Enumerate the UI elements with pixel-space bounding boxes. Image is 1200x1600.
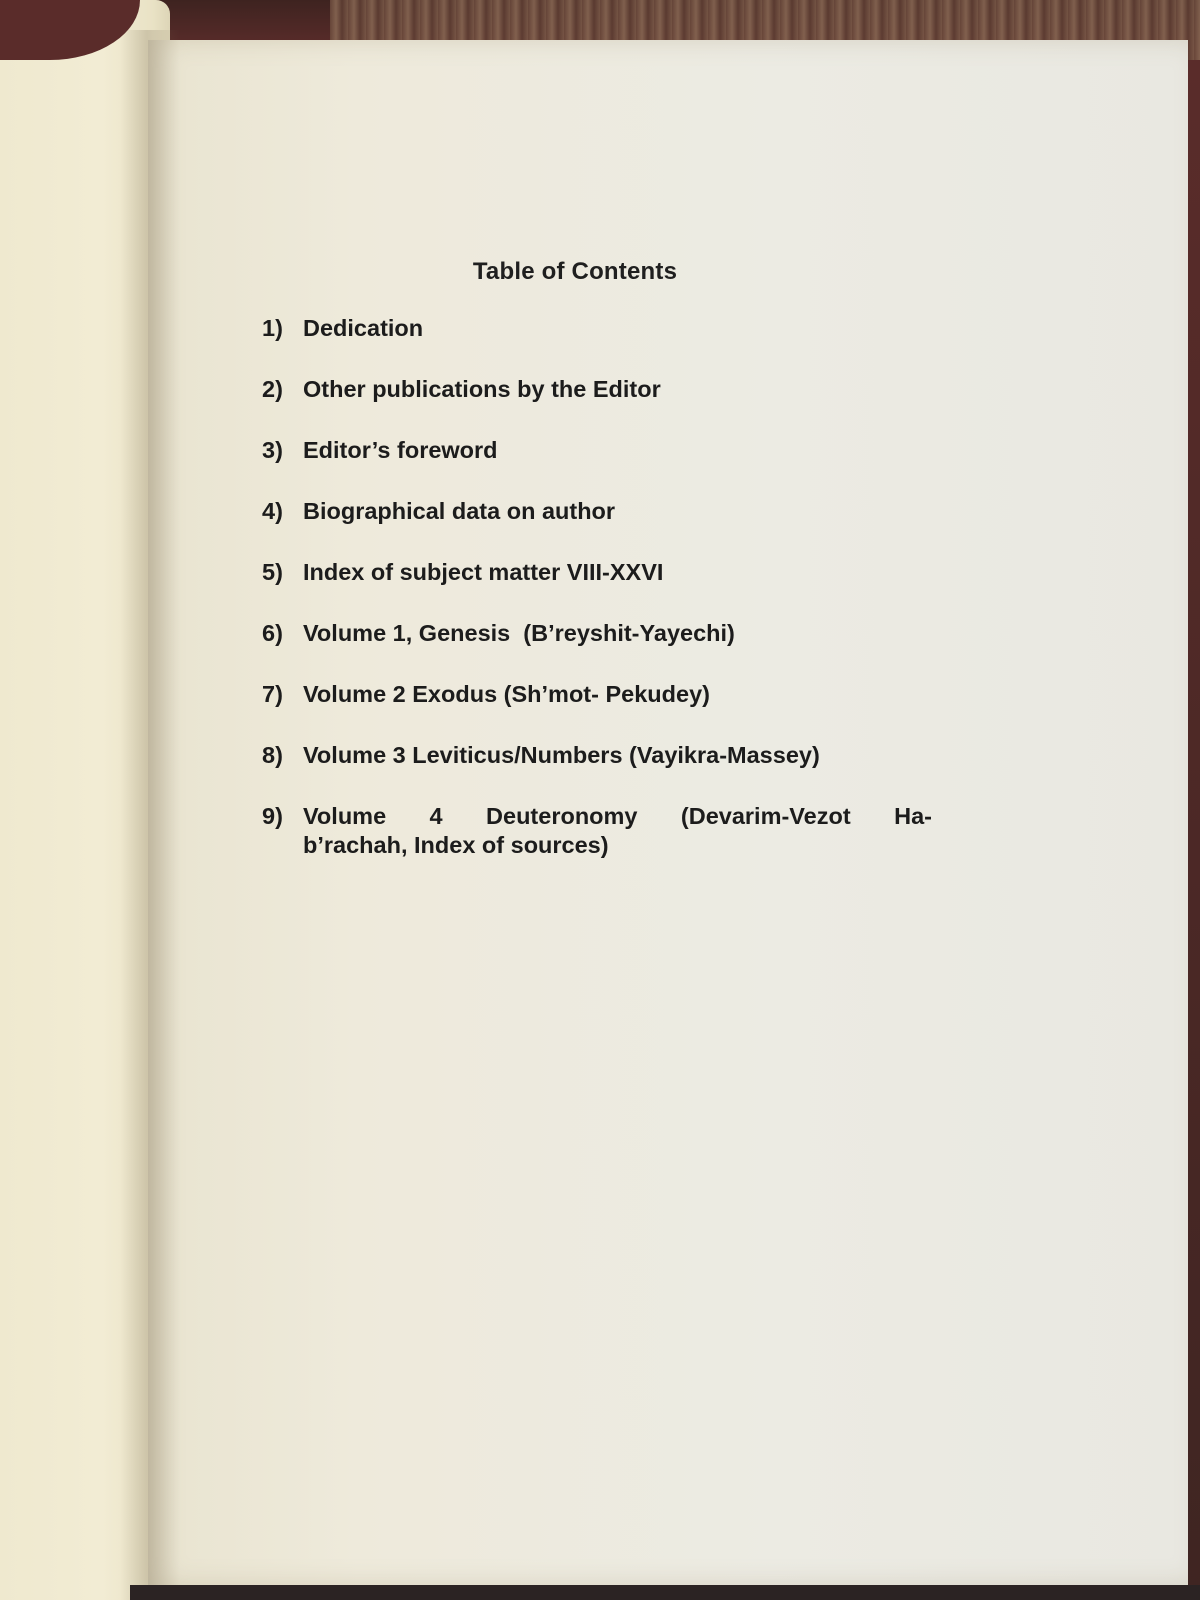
toc-item-number: 3) xyxy=(262,437,283,463)
toc-word: 4 xyxy=(429,803,443,829)
toc-word: Deuteronomy xyxy=(486,803,638,829)
toc-item-text: Index of subject matter VIII-XXVI xyxy=(303,559,664,585)
page-title: Table of Contents xyxy=(472,258,678,285)
toc-item-text: Editor’s foreword xyxy=(303,437,498,463)
toc-item-number: 6) xyxy=(262,620,283,646)
toc-word: Volume xyxy=(303,803,387,829)
toc-word: Ha- xyxy=(894,803,932,829)
toc-item-number: 9) xyxy=(262,803,283,829)
toc-item-1 xyxy=(262,314,932,343)
toc-item-text: Other publications by the Editor xyxy=(303,376,661,402)
toc-item-number: 5) xyxy=(262,559,283,585)
toc-item-3 xyxy=(262,436,932,465)
toc-item-number: 1) xyxy=(262,315,283,341)
toc-item-text: Dedication xyxy=(303,315,424,341)
toc-item-7 xyxy=(262,680,932,709)
toc-list xyxy=(262,314,932,892)
toc-item-2 xyxy=(262,375,932,404)
toc-word: (Devarim-Vezot xyxy=(680,803,851,829)
toc-item-9 xyxy=(262,802,932,860)
toc-item-line-2: b’rachah, Index of sources) xyxy=(303,832,609,858)
toc-item-4 xyxy=(262,497,932,526)
toc-item-number: 7) xyxy=(262,681,283,707)
toc-item-text: Volume 1, Genesis (B’reyshit-Yayechi) xyxy=(303,620,735,646)
toc-item-5 xyxy=(262,558,932,587)
toc-item-text: Volume 2 Exodus (Sh’mot- Pekudey) xyxy=(303,681,710,707)
toc-item-6 xyxy=(262,619,932,648)
toc-item-line-1 xyxy=(303,802,932,831)
toc-item-8 xyxy=(262,741,932,770)
toc-item-number: 2) xyxy=(262,376,283,402)
toc-item-text: Biographical data on author xyxy=(303,498,616,524)
toc-item-number: 8) xyxy=(262,742,283,768)
toc-item-text xyxy=(303,802,932,860)
toc-item-number: 4) xyxy=(262,498,283,524)
toc-item-text: Volume 3 Leviticus/Numbers (Vayikra-Massey) xyxy=(303,742,820,768)
